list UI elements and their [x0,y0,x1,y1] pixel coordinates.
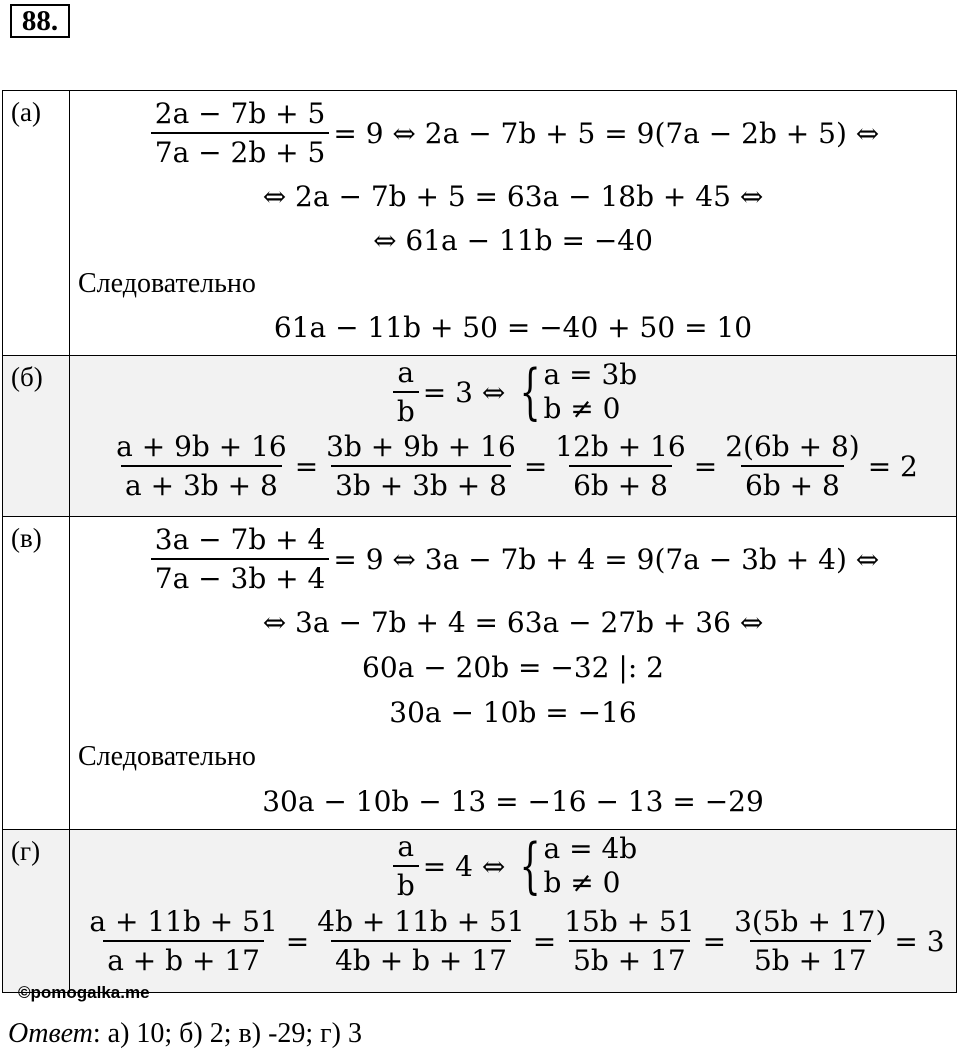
part-a-line-3: ⇔ 61a − 11b = −40 [373,223,653,257]
copyright-watermark: ©pomogalka.me [18,983,150,1002]
system-row-1: a = 4b [543,832,638,865]
equation-text: = 3 ⇔ [422,375,506,409]
part-c-result: 30a − 10b − 13 = −16 − 13 = −29 [262,784,764,818]
fraction-denominator: a + b + 17 [103,940,264,977]
equals-sign: = [693,449,718,483]
final-value: = 2 [867,449,918,483]
equation-text: = 4 ⇔ [422,849,506,883]
fraction-1 [85,905,281,977]
part-c-line-1 [70,519,956,599]
fraction-3 [560,905,698,977]
answer-label: Ответ [8,1018,93,1049]
equation-system [511,358,637,426]
part-a-content [70,91,957,356]
fraction-denominator: b [393,391,419,428]
ratio-fraction [393,830,419,902]
fraction-numerator: a [397,356,415,389]
system-row-2: b ≠ 0 [543,392,621,425]
fraction-4 [730,905,890,977]
system-row-1: a = 3b [543,358,638,391]
part-b-label: (б) [3,356,70,517]
equation-text: = 9 ⇔ 2a − 7b + 5 = 9(7a − 2b + 5) ⇔ [333,116,880,150]
fraction-denominator: 3b + 3b + 8 [331,465,511,502]
ratio-fraction [393,356,419,428]
equals-sign: = [702,924,727,958]
final-value: = 3 [894,924,945,958]
part-c-line-3: 60a − 20b = −32 |: 2 [362,650,664,684]
part-c-label: (в) [3,517,70,830]
fraction-numerator: 2(6b + 8) [725,430,860,463]
part-d-row [3,830,957,993]
equals-sign: = [285,924,310,958]
part-c-content [70,517,957,830]
fraction-2 [313,905,528,977]
fraction-numerator: 3a − 7b + 4 [154,523,326,556]
part-b-content [70,356,957,517]
brace-icon: { [519,357,541,427]
part-a-line-2: ⇔ 2a − 7b + 5 = 63a − 18b + 45 ⇔ [262,179,764,213]
part-b-row [3,356,957,517]
fraction-denominator: 6b + 8 [741,465,844,502]
answer-line [8,1018,362,1050]
fraction-numerator: 2a − 7b + 5 [154,97,326,130]
part-b-line-2 [70,428,956,504]
part-d-line-2 [70,902,956,980]
fraction-numerator: 3(5b + 17) [734,905,887,938]
part-d-label: (г) [3,830,70,993]
part-a-line-1 [70,93,956,173]
fraction-numerator: 15b + 51 [564,905,695,938]
fraction-4 [721,430,863,502]
fraction-numerator: 4b + 11b + 51 [317,905,525,938]
part-a-conclusion: Следовательно [78,268,256,299]
fraction-numerator: a + 11b + 51 [89,905,278,938]
part-a-result: 61a − 11b + 50 = −40 + 50 = 10 [273,310,753,344]
fraction-numerator: 3b + 9b + 16 [326,430,516,463]
fraction-denominator: 7a − 3b + 4 [151,558,330,595]
part-a-fraction [151,97,330,169]
fraction-1 [112,430,291,502]
part-c-row [3,517,957,830]
fraction-denominator: 7a − 2b + 5 [151,132,330,169]
fraction-denominator: b [393,865,419,902]
fraction-denominator: a + 3b + 8 [121,465,282,502]
fraction-denominator: 5b + 17 [750,940,871,977]
equals-sign: = [523,449,548,483]
fraction-3 [551,430,689,502]
problem-number: 88. [10,4,70,38]
fraction-denominator: 5b + 17 [569,940,690,977]
part-a-label: (а) [3,91,70,356]
equals-sign: = [532,924,557,958]
equals-sign: = [294,449,319,483]
fraction-denominator: 6b + 8 [569,465,672,502]
part-c-line-2: ⇔ 3a − 7b + 4 = 63a − 27b + 36 ⇔ [262,605,764,639]
part-b-line-1 [70,356,956,428]
part-c-line-4: 30a − 10b = −16 [389,695,637,729]
part-d-line-1 [70,830,956,902]
part-d-content [70,830,957,993]
solution-table [2,90,957,993]
equation-system [511,832,637,900]
part-a-row [3,91,957,356]
part-c-fraction [151,523,330,595]
fraction-numerator: 12b + 16 [555,430,686,463]
fraction-numerator: a + 9b + 16 [116,430,287,463]
equation-text: = 9 ⇔ 3a − 7b + 4 = 9(7a − 3b + 4) ⇔ [333,542,880,576]
fraction-denominator: 4b + b + 17 [331,940,511,977]
answer-text: : а) 10; б) 2; в) -29; г) 3 [92,1018,362,1049]
fraction-2 [322,430,520,502]
fraction-numerator: a [397,830,415,863]
brace-icon: { [519,831,541,901]
system-row-2: b ≠ 0 [543,866,621,899]
part-c-conclusion: Следовательно [78,741,256,772]
